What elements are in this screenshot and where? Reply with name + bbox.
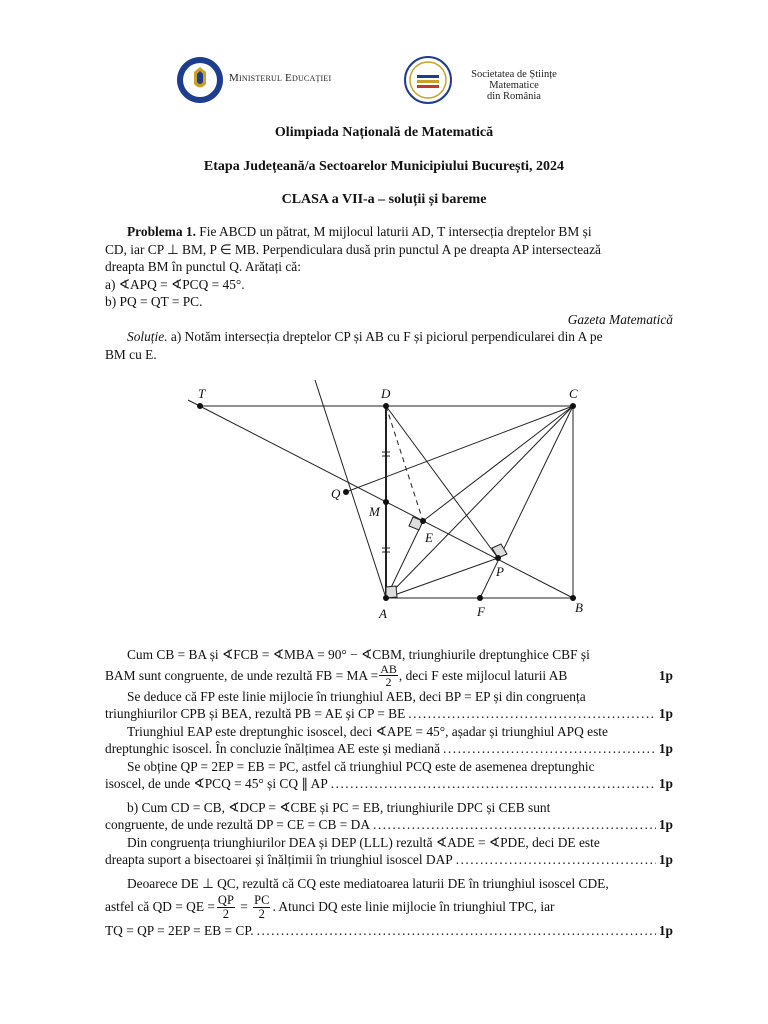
p7-line-2a: astfel că QD = QE =	[105, 899, 215, 915]
line-de-dashed	[386, 406, 423, 521]
p1-line-2a: BAM sunt congruente, de unde rezultă FB = MA =	[105, 667, 379, 683]
statement-line-3: dreapta BM în punctul Q. Arătați că:	[105, 259, 301, 274]
line-dp	[386, 406, 498, 558]
solution-intro-2: BM cu E.	[105, 346, 157, 362]
fraction-pc-2: $\frac{PC}{2}$	[254, 892, 270, 921]
p1-line-1: Cum CB = BA și ∢FCB = ∢MBA = 90° − ∢CBM, triunghiurile dreptunghice CBF și	[127, 647, 590, 662]
solution-intro-1: a) Notăm intersecția dreptelor CP și AB cu F și piciorul perpendicularei din A pe	[167, 329, 603, 344]
p3-line-1: Triunghiul EAP este dreptunghic isoscel, deci ∢APE = 45°, așadar și triunghiul APQ este	[127, 723, 608, 739]
p7-line-2b: . Atunci DQ este linie mijlocie în triunghiul TPC, iar	[272, 899, 555, 915]
statement-line-1: Fie ABCD un pătrat, M mijlocul laturii AD, T intersecția dreptelor BM și	[199, 224, 592, 239]
part-a: a) ∢APQ = ∢PCQ = 45°.	[105, 276, 245, 292]
geometry-figure	[180, 378, 590, 624]
p7-line-3: TQ = QP = 2EP = EB = CP.	[105, 923, 254, 938]
p2-line-1: Se deduce că FP este linie mijlocie în triunghiul AEB, deci BP = EP și din congruența	[127, 688, 586, 704]
fraction-qp-2: $\frac{QP}{2}$	[217, 892, 234, 921]
statement-line-2: CD, iar CP ⊥ BM, P ∈ MB. Perpendiculara dusă prin punctul A pe dreapta AP intersectează	[105, 241, 601, 257]
solution-body	[105, 646, 673, 940]
score-p7: 1p	[658, 923, 673, 938]
label-e: E	[425, 530, 433, 545]
p5-line-2: congruente, de unde rezultă DP = CE = CB = DA	[105, 817, 370, 832]
label-t: T	[198, 386, 206, 401]
label-q: Q	[331, 486, 341, 501]
line-ce	[423, 406, 573, 521]
score-p6: 1p	[658, 852, 673, 867]
society-label-line2: din România	[487, 91, 541, 102]
p4-line-2: isoscel, de unde ∢PCQ = 45° și CQ ∥ AP	[105, 776, 328, 791]
society-label-line1: Societatea de Științe Matematice	[471, 69, 557, 91]
label-m: M	[369, 504, 380, 519]
problem-source: Gazeta Matematică	[567, 311, 673, 327]
part-b: b) PQ = QT = PC.	[105, 294, 203, 309]
society-logo-icon	[404, 56, 452, 104]
p6-line-1: Din congruența triunghiurilor DEA și DEP (LLL) rezultă ∢ADE = ∢PDE, deci DE este	[127, 834, 600, 850]
line-qa	[315, 380, 386, 598]
line-cf	[480, 406, 573, 598]
p7-equals: =	[236, 899, 252, 915]
p6-line-2: dreapta suport a bisectoarei și înălțimii în triunghiul isoscel DAP	[105, 852, 453, 867]
class-title: CLASA a VII-a – soluții și bareme	[281, 192, 487, 207]
score-p5: 1p	[658, 817, 673, 832]
label-c: C	[569, 386, 578, 401]
line-cq	[346, 406, 573, 492]
score-p1: 1p	[658, 667, 673, 683]
olympiad-title: Olimpiada Națională de Matematică	[274, 125, 494, 140]
score-p3: 1p	[658, 741, 673, 756]
line-ca	[386, 406, 573, 598]
score-p2: 1p	[658, 706, 673, 721]
label-p: P	[496, 564, 504, 579]
fraction-ab-2: $\frac{AB}{2}$	[380, 662, 397, 689]
p4-line-1: Se obține QP = 2EP = EB = PC, astfel că triunghiul PCQ este de asemenea dreptunghic	[127, 758, 595, 774]
score-p4: 1p	[658, 776, 673, 791]
problem-statement	[105, 223, 673, 363]
label-f: F	[477, 604, 485, 619]
solution-label: Soluție.	[127, 329, 168, 344]
p1-line-2b: , deci F este mijlocul laturii AB	[398, 667, 568, 683]
label-d: D	[381, 386, 391, 401]
p7-line-1: Deoarece DE ⊥ QC, rezultă că CQ este mediatoarea laturii DE în triunghiul isoscel CDE,	[127, 875, 609, 891]
label-b: B	[575, 600, 583, 615]
problem-label: Problema 1.	[127, 224, 196, 239]
line-bmt	[188, 400, 573, 598]
ministry-seal-icon	[176, 56, 224, 104]
p5-line-1: b) Cum CD = CB, ∢DCP = ∢CBE și PC = EB, triunghiurile DPC și CEB sunt	[127, 799, 551, 815]
stage-title: Etapa Județeană/a Sectoarelor Municipiului București, 2024	[203, 159, 565, 174]
p3-line-2: dreptunghic isoscel. În concluzie înălțimea AE este și mediană	[105, 741, 441, 756]
society-label	[452, 69, 576, 102]
ministry-label: Ministerul Educației	[229, 72, 332, 84]
label-a: A	[379, 606, 387, 621]
p2-line-2: triunghiurilor CPB și BEA, rezultă PB = AE și CP = BE	[105, 706, 406, 721]
